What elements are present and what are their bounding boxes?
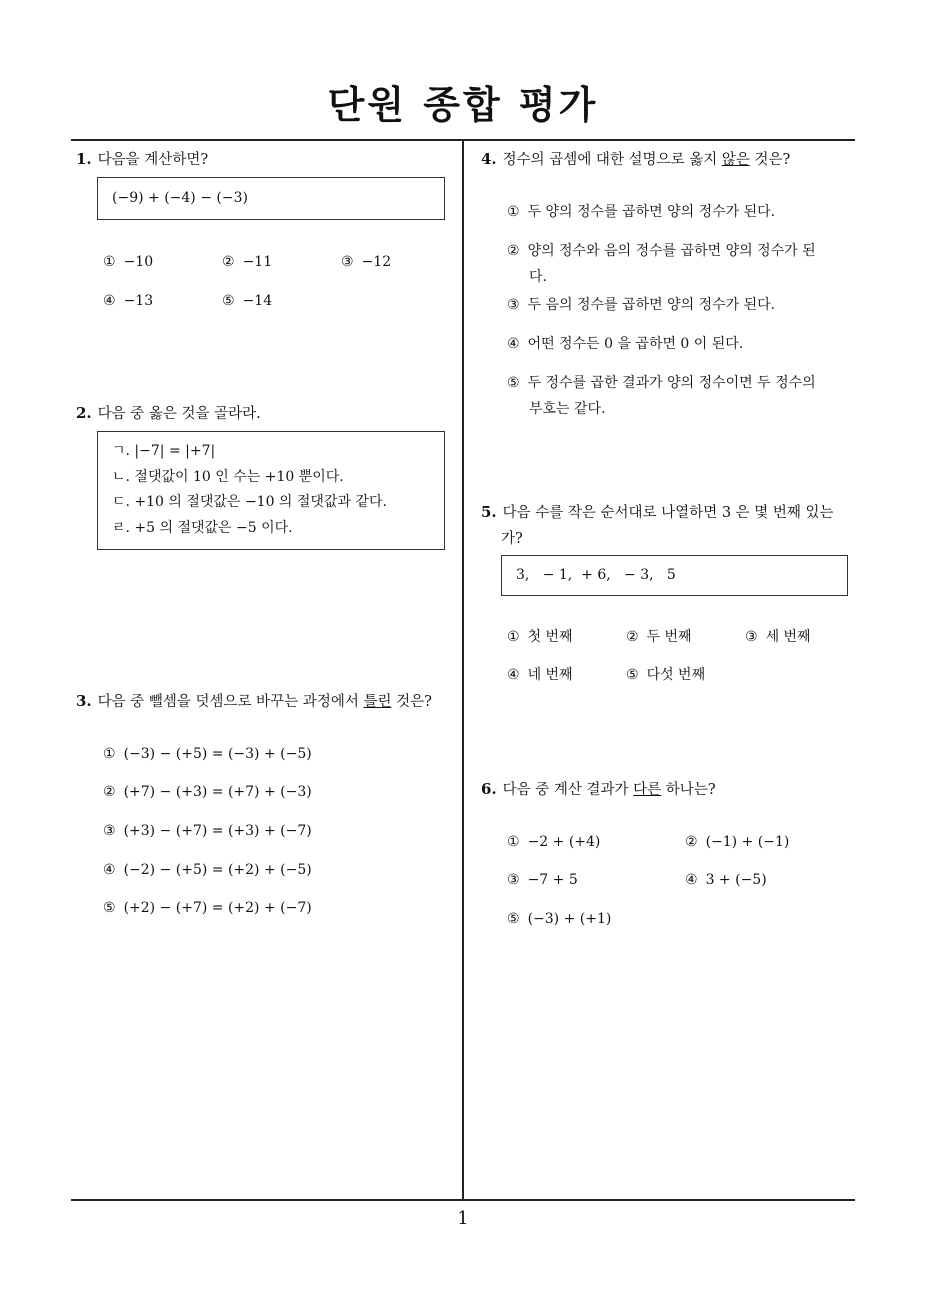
question-text-end: 것은? <box>749 152 791 168</box>
option-text: 다섯 번째 <box>646 667 706 683</box>
option-text: 양의 정수와 음의 정수를 곱하면 양의 정수가 된 <box>527 243 816 259</box>
question-number: 5. <box>481 503 497 521</box>
underlined-word: 않은 <box>721 152 750 168</box>
option-3[interactable] <box>507 868 578 892</box>
option-text: −11 <box>242 254 273 270</box>
option-5[interactable] <box>507 907 611 931</box>
option-text-continued: 다. <box>529 269 547 285</box>
option-mark: ③ <box>103 823 116 839</box>
option-4[interactable] <box>103 858 312 882</box>
option-mark: ⑤ <box>507 375 520 391</box>
option-mark: ② <box>507 243 520 259</box>
option-text: (−2) − (+5) = (+2) + (−5) <box>123 862 312 878</box>
option-3[interactable] <box>103 819 312 843</box>
question-text: 다음 중 옳은 것을 골라라. <box>97 406 261 422</box>
option-text: −14 <box>242 293 273 309</box>
option-text: −7 + 5 <box>527 872 578 888</box>
option-text: 3 + (−5) <box>705 872 767 888</box>
statement-box <box>97 431 445 550</box>
option-text-continued: 부호는 같다. <box>529 401 606 417</box>
question-text-continued: 가? <box>501 531 523 547</box>
option-mark: ① <box>507 204 520 220</box>
option-1[interactable] <box>507 830 600 854</box>
option-mark: ① <box>103 746 116 762</box>
option-4[interactable] <box>507 663 573 687</box>
option-text: −13 <box>123 293 154 309</box>
option-mark: ③ <box>341 254 354 270</box>
option-text: 네 번째 <box>527 667 573 683</box>
question-text: 다음 중 계산 결과가 <box>502 782 634 798</box>
option-text: −2 + (+4) <box>527 834 601 850</box>
option-mark: ③ <box>507 297 520 313</box>
option-text: (−3) + (+1) <box>527 911 612 927</box>
underlined-word: 다른 <box>633 782 662 798</box>
option-mark: ⑤ <box>626 667 639 683</box>
question-number: 1. <box>76 150 92 168</box>
question-3 <box>76 688 432 715</box>
option-5[interactable] <box>103 896 312 920</box>
option-3[interactable] <box>341 250 391 274</box>
option-mark: ④ <box>103 862 116 878</box>
question-6 <box>481 776 716 803</box>
option-text: 두 양의 정수를 곱하면 양의 정수가 된다. <box>527 204 776 220</box>
option-1[interactable] <box>103 250 153 274</box>
option-1[interactable] <box>507 625 573 649</box>
expression-box <box>97 177 445 220</box>
question-4 <box>481 146 790 173</box>
option-text: (+7) − (+3) = (+7) + (−3) <box>123 784 312 800</box>
number-list-box <box>501 555 848 596</box>
option-1[interactable] <box>507 199 827 225</box>
option-mark: ④ <box>507 336 520 352</box>
option-mark: ④ <box>507 667 520 683</box>
expression: (−9) + (−4) − (−3) <box>112 190 248 206</box>
option-mark: ② <box>222 254 235 270</box>
underlined-word: 틀린 <box>363 694 392 710</box>
option-2[interactable] <box>507 238 857 290</box>
option-text: (−1) + (−1) <box>705 834 790 850</box>
option-mark: ③ <box>745 629 758 645</box>
question-text: 다음을 계산하면? <box>97 152 209 168</box>
option-text: 세 번째 <box>765 629 811 645</box>
option-text: 두 정수를 곱한 결과가 양의 정수이면 두 정수의 <box>527 375 816 391</box>
option-mark: ① <box>507 834 520 850</box>
option-mark: ③ <box>507 872 520 888</box>
question-text: 다음 수를 작은 순서대로 나열하면 3 은 몇 번째 있는 <box>502 505 834 521</box>
question-5 <box>481 499 861 552</box>
option-mark: ① <box>507 629 520 645</box>
option-mark: ⑤ <box>222 293 235 309</box>
option-text: (+3) − (+7) = (+3) + (−7) <box>123 823 312 839</box>
question-number: 6. <box>481 780 497 798</box>
number-list: 3, − 1, + 6, − 3, 5 <box>516 567 676 583</box>
option-5[interactable] <box>626 663 705 687</box>
statement-item: ㄱ. |−7| = |+7| <box>112 443 216 459</box>
option-text: 어떤 정수든 0 을 곱하면 0 이 된다. <box>527 336 744 352</box>
option-2[interactable] <box>685 830 789 854</box>
question-text-end: 하나는? <box>661 782 716 798</box>
option-2[interactable] <box>103 780 312 804</box>
option-2[interactable] <box>626 625 692 649</box>
option-mark: ⑤ <box>507 911 520 927</box>
question-text-end: 것은? <box>391 694 432 710</box>
page-title: 단원 종합 평가 <box>327 83 599 127</box>
option-3[interactable] <box>507 292 827 318</box>
option-5[interactable] <box>222 289 272 313</box>
option-mark: ④ <box>685 872 698 888</box>
option-text: 첫 번째 <box>527 629 573 645</box>
option-mark: ② <box>103 784 116 800</box>
option-4[interactable] <box>685 868 767 892</box>
statement-item: ㄴ. 절댓값이 10 인 수는 +10 뿐이다. <box>112 468 344 485</box>
option-mark: ② <box>626 629 639 645</box>
option-text: −10 <box>123 254 154 270</box>
option-1[interactable] <box>103 742 312 766</box>
statement-item: ㄷ. +10 의 절댓값은 −10 의 절댓값과 같다. <box>112 494 387 510</box>
question-number: 2. <box>76 404 92 422</box>
question-number: 3. <box>76 692 92 710</box>
option-mark: ① <box>103 254 116 270</box>
option-mark: ② <box>685 834 698 850</box>
column-divider <box>462 140 464 1200</box>
bottom-rule <box>71 1199 855 1201</box>
question-text: 다음 중 뺄셈을 덧셈으로 바꾸는 과정에서 <box>97 694 364 710</box>
option-4[interactable] <box>507 331 827 357</box>
option-text: (−3) − (+5) = (−3) + (−5) <box>123 746 312 762</box>
page-number: 1 <box>457 1208 469 1229</box>
option-2[interactable] <box>222 250 272 274</box>
option-text: 두 음의 정수를 곱하면 양의 정수가 된다. <box>527 297 776 313</box>
question-2 <box>76 400 261 427</box>
question-1 <box>76 146 208 173</box>
question-text: 정수의 곱셈에 대한 설명으로 옳지 <box>502 152 722 168</box>
option-5[interactable] <box>507 370 857 422</box>
option-3[interactable] <box>745 625 811 649</box>
question-number: 4. <box>481 150 497 168</box>
option-4[interactable] <box>103 289 153 313</box>
statement-item: ㄹ. +5 의 절댓값은 −5 이다. <box>112 519 293 536</box>
option-mark: ④ <box>103 293 116 309</box>
option-mark: ⑤ <box>103 900 116 916</box>
option-text: −12 <box>361 254 392 270</box>
option-text: 두 번째 <box>646 629 692 645</box>
option-text: (+2) − (+7) = (+2) + (−7) <box>123 900 312 916</box>
